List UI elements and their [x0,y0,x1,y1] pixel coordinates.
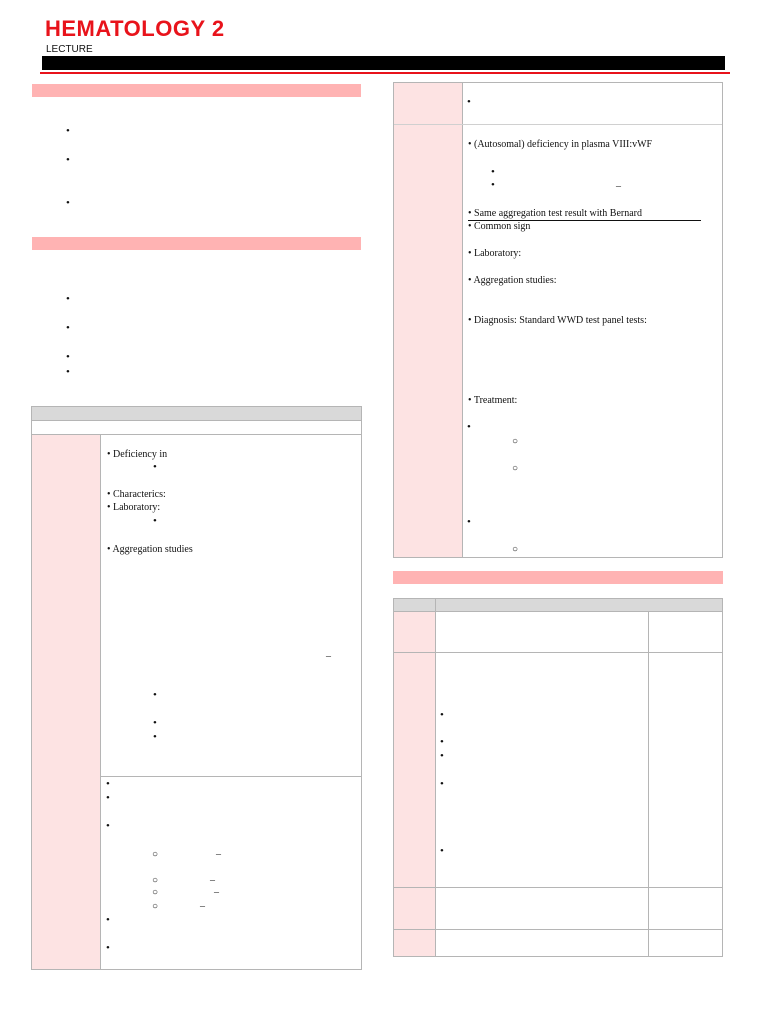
circle-bullet: ○ [512,544,519,555]
characterics-text: • Characterics: [107,489,166,500]
aggregation-studies-text: • Aggregation studies [107,544,193,555]
bullet: • [491,166,495,178]
bullet: • [440,778,444,790]
circle-bullet: ○ [152,875,159,886]
header-red-line [40,72,730,74]
dash: – [200,901,205,912]
bottom-table-column-divider-2 [648,612,649,956]
section-bar-1 [32,84,361,97]
right-table-label-column [394,83,462,557]
document-title: HEMATOLOGY 2 [45,16,225,41]
bullet: • [153,689,157,701]
header-black-bar [42,56,725,70]
right-table-column-divider [462,83,463,557]
bottom-table-row-divider-3 [394,929,722,930]
laboratory-text: • Laboratory: [468,248,522,259]
dash: – [326,651,331,662]
right-table-row-divider [394,124,722,125]
bullet: • [66,154,70,166]
bullet: • [106,820,110,832]
bullet: • [66,293,70,305]
bullet: • [467,421,471,433]
left-table-row-divider [100,776,361,777]
bullet: • [66,125,70,137]
laboratory-text: • Laboratory: [107,502,161,513]
bullet: • [440,750,444,762]
bottom-table-label-column [394,612,435,956]
bullet: • [467,96,471,108]
left-table-label-column [32,435,100,969]
left-table-column-divider [100,435,101,969]
document-subtitle: LECTURE [46,44,93,55]
bullet: • [153,461,157,473]
diagnosis-text: • Diagnosis: Standard WWD test panel tests: [468,315,647,326]
bullet: • [153,717,157,729]
bullet: • [106,778,110,790]
bottom-table-row-divider-1 [394,652,722,653]
bullet: • [440,736,444,748]
bullet: • [440,845,444,857]
bullet: • [467,516,471,528]
section-bar-2 [32,237,361,250]
deficiency-text: • Deficiency in [107,449,168,460]
circle-bullet: ○ [152,849,159,860]
dash: – [616,181,621,192]
bullet: • [106,942,110,954]
bullet: • [66,322,70,334]
circle-bullet: ○ [512,436,519,447]
bullet: • [66,366,70,378]
dash: – [214,887,219,898]
autosomal-deficiency-text: • (Autosomal) deficiency in plasma VIII:vWF [468,139,653,150]
circle-bullet: ○ [152,901,159,912]
dash: – [210,875,215,886]
bullet: • [440,709,444,721]
bottom-table-header [394,599,722,612]
bullet: • [106,914,110,926]
same-aggregation-text: • Same aggregation test result with Bernard [468,208,701,221]
section-bar-3 [393,571,723,584]
bullet: • [66,351,70,363]
bullet: • [106,792,110,804]
circle-bullet: ○ [152,887,159,898]
dash: – [216,849,221,860]
common-sign-text: • Common sign [468,221,531,232]
bullet: • [153,515,157,527]
circle-bullet: ○ [512,463,519,474]
treatment-text: • Treatment: [468,395,518,406]
bottom-table-row-divider-2 [394,887,722,888]
bullet: • [491,179,495,191]
aggregation-studies-text: • Aggregation studies: [468,275,557,286]
bullet: • [153,731,157,743]
left-table-header [32,407,361,421]
bullet: • [66,197,70,209]
